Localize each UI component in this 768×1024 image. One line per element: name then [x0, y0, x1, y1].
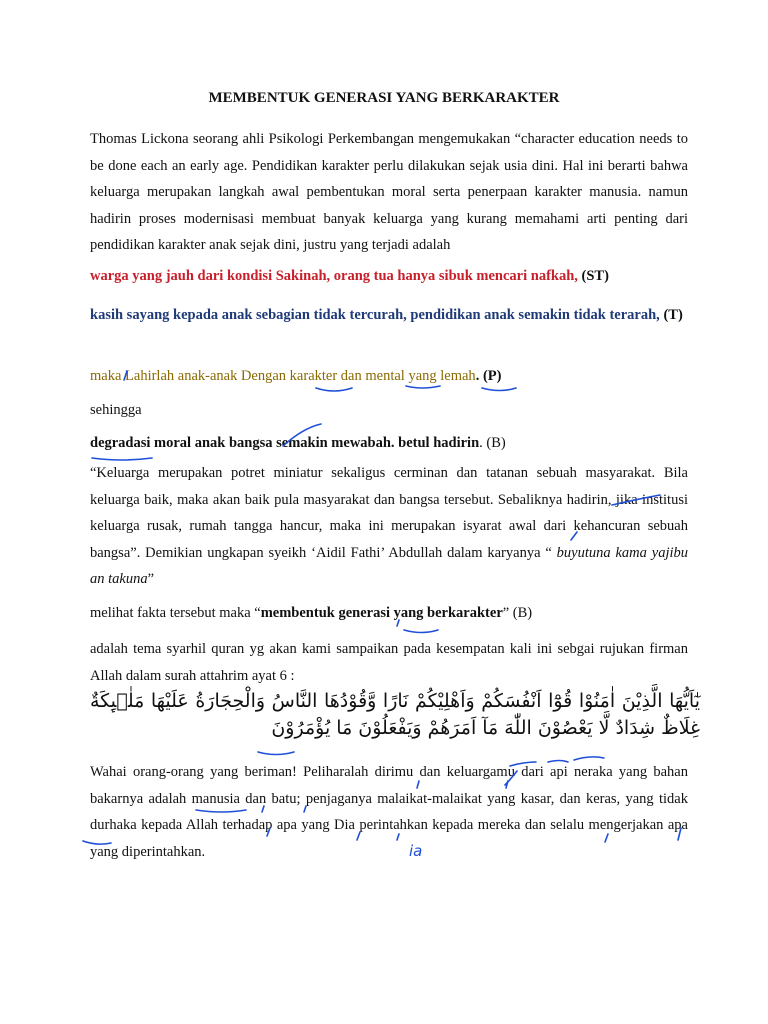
adalah-paragraph: adalah tema syarhil quran yg akan kami sampaikan pada kesempatan kali ini sebgai rujukan firman Allah dalam surah attahrim ayat 6 :: [90, 641, 688, 684]
p-text: maka Lahirlah anak-anak Dengan karakter dan mental yang lemah: [90, 368, 476, 384]
ink-underline: [258, 752, 294, 755]
st-line: [90, 268, 609, 285]
st-tag: (ST): [577, 268, 609, 284]
ink-underline: [316, 388, 352, 391]
p-line: [90, 368, 501, 385]
melihat-pre: melihat fakta tersebut maka “: [90, 605, 261, 621]
quote-text: “Keluarga merupakan potret miniatur sekaligus cerminan dan tatanan sebuah masyarakat. Bila keluarga baik, maka akan baik pula masyarakat dan bangsa tersebut. Sebaliknya hadirin, jika institusi keluarga rusak, rumah tangga hancur, maka ini merupakan isyarat awal dari kehancuran sebuah bangsa”. Demikian ungkapan syeikh ‘Aidil Fathi’ Abdullah dalam karyanya “: [90, 465, 688, 561]
page-title: MEMBENTUK GENERASI YANG BERKARAKTER: [208, 90, 560, 106]
b-tag: . (B): [479, 435, 506, 451]
t-tag: (T): [659, 307, 683, 323]
p-tag: . (P): [475, 368, 502, 384]
b-text: degradasi moral anak bangsa semakin mewabah. betul hadirin: [90, 435, 480, 451]
ink-underline: [404, 630, 438, 633]
b-line: [90, 435, 506, 452]
melihat-post: ” (B): [502, 605, 533, 621]
quote-paragraph: [90, 460, 688, 593]
intro-paragraph: Thomas Lickona seorang ahli Psikologi Perkembangan mengemukakan “character education needs to be done each an early age. Pendidikan karakter perlu dilakukan sejak usia dini. Hal ini berarti bahwa keluarga merupakan langkah awal pembentukan moral serta penerpaan karakter manusia. namun hadirin proses modernisasi membuat banyak keluarga yang kurang memahami arti penting dari pendidikan karakter anak sejak dini, justru yang terjadi adalah: [90, 131, 688, 253]
quote-book-title: buyutuna kama yajibu an takuna: [90, 544, 688, 587]
sehingga-line: sehingga: [90, 402, 142, 418]
melihat-line: [90, 605, 532, 622]
translation-paragraph: Wahai orang-orang yang beriman! Peliharalah dirimu dan keluargamu dari api neraka yang bahan bakarnya adalah manusia dan batu; penjaganya malaikat-malaikat yang kasar, dan keras, yang tidak durhaka kepada Allah terhadap apa yang Dia perintahkan kepada mereka dan selalu mengerjakan apa yang diperintahkan.: [90, 764, 688, 860]
melihat-bold: membentuk generasi yang berkarakter: [260, 605, 503, 621]
handwritten-note: ia: [409, 842, 423, 860]
ink-underline: [482, 388, 516, 391]
t-text: kasih sayang kepada anak sebagian tidak tercurah, pendidikan anak semakin tidak terarah,: [90, 307, 660, 323]
ink-underline: [406, 386, 440, 388]
arabic-verse: يٰٓاَيُّهَا الَّذِيْنَ اٰمَنُوْا قُوْٓا اَنْفُسَكُمْ وَاَهْلِيْكُمْ نَارًا وَّقُوْدُهَا النَّاسُ وَالْحِجَارَةُ عَلَيْهَا مَلٰۤىِٕكَةٌ غِلَاظٌ شِدَادٌ لَّا يَعْصُوْنَ اللّٰهَ مَآ اَمَرَهُمْ وَيَفْعَلُوْنَ مَا يُؤْمَرُوْنَ: [90, 690, 700, 739]
quote-end: ”: [147, 571, 155, 587]
st-text: warga yang jauh dari kondisi Sakinah, orang tua hanya sibuk mencari nafkah,: [90, 268, 578, 284]
t-paragraph: [90, 302, 688, 329]
